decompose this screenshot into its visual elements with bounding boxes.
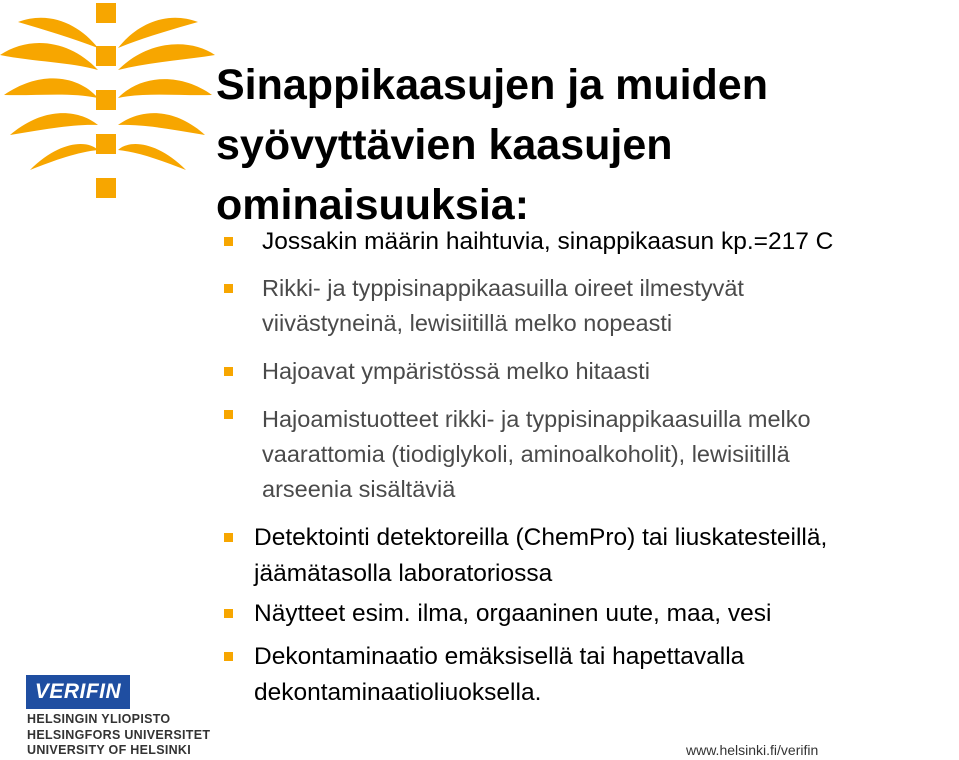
list-item	[262, 271, 744, 341]
slide-title	[216, 55, 936, 235]
list-item	[254, 520, 827, 592]
bullet-text: Jossakin määrin haihtuvia, sinappikaasun kp.=217 C	[262, 228, 834, 255]
bullet-text: viivästyneinä, lewisiitillä melko nopeasti	[262, 310, 673, 336]
university-name-fi: HELSINGIN YLIOPISTO	[27, 712, 171, 726]
university-flame-logo-icon	[0, 0, 215, 205]
bullet-text: dekontaminaatioliuoksella.	[254, 679, 542, 706]
bullet-square-icon	[224, 533, 233, 542]
list-item	[262, 402, 811, 507]
university-name-en: UNIVERSITY OF HELSINKI	[27, 743, 192, 757]
title-line: ominaisuuksia:	[216, 181, 530, 229]
title-line: syövyttävien kaasujen	[216, 121, 673, 169]
bullet-text: Dekontaminaatio emäksisellä tai hapettavalla	[254, 643, 745, 670]
bullet-square-icon	[224, 284, 233, 293]
list-item	[262, 224, 833, 260]
verifin-badge: VERIFIN	[26, 675, 130, 709]
bullet-text: arseenia sisältäviä	[262, 476, 456, 502]
list-item	[262, 354, 650, 389]
bullet-square-icon	[224, 410, 233, 419]
bullet-text: Detektointi detektoreilla (ChemPro) tai liuskatesteillä,	[254, 524, 828, 551]
title-line: Sinappikaasujen ja muiden	[216, 61, 768, 109]
bullet-square-icon	[224, 609, 233, 618]
bullet-text: Hajoavat ympäristössä melko hitaasti	[262, 358, 650, 384]
bullet-square-icon	[224, 237, 233, 246]
list-item	[254, 639, 744, 711]
list-item	[254, 596, 771, 632]
university-name-sv: HELSINGFORS UNIVERSITET	[27, 727, 211, 742]
bullet-square-icon	[224, 652, 233, 661]
bullet-text: Näytteet esim. ilma, orgaaninen uute, maa, vesi	[254, 600, 772, 627]
bullet-text: jäämätasolla laboratoriossa	[254, 560, 553, 587]
bullet-text: Hajoamistuotteet rikki- ja typpisinappikaasuilla melko	[262, 406, 811, 432]
bullet-text: Rikki- ja typpisinappikaasuilla oireet ilmestyvät	[262, 275, 744, 301]
footer-url: www.helsinki.fi/verifin	[686, 742, 819, 758]
university-names	[27, 712, 210, 759]
bullet-text: vaarattomia (tiodiglykoli, aminoalkoholit), lewisiitillä	[262, 441, 790, 467]
bullet-square-icon	[224, 367, 233, 376]
